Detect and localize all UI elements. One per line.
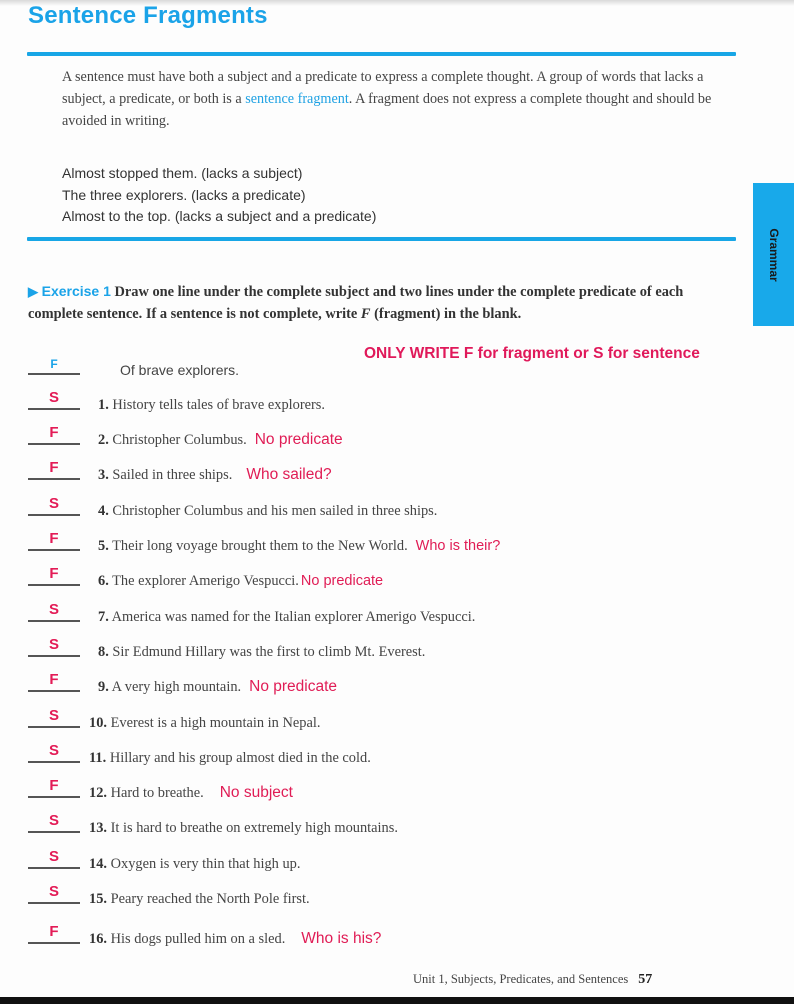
answer-blank-line — [28, 831, 80, 833]
answer-blank-value[interactable]: S — [48, 812, 59, 829]
exercise-row — [0, 698, 794, 731]
item-text: Of brave explorers. — [120, 362, 240, 378]
item-sentence — [89, 750, 371, 767]
answer-blank-value[interactable]: S — [48, 636, 59, 653]
handwritten-comment: Who sailed? — [246, 466, 332, 483]
answer-blank-line — [28, 655, 80, 657]
item-sentence — [98, 397, 325, 414]
answer-blank-value[interactable]: F — [49, 777, 59, 794]
answer-blank-value[interactable]: S — [48, 848, 59, 865]
item-sentence — [98, 573, 383, 590]
triangle-marker-icon: ▶ — [28, 284, 38, 299]
item-number: 10. — [89, 715, 107, 731]
instructions-end: (fragment) in the blank. — [374, 305, 522, 322]
answer-blank-value[interactable]: S — [48, 495, 59, 512]
example-line: Almost stopped them. (lacks a subject) — [62, 165, 303, 181]
answer-blank-line — [28, 620, 80, 622]
exercise-row — [0, 914, 794, 947]
item-sentence — [98, 644, 425, 661]
answer-blank-value[interactable]: F — [49, 565, 59, 582]
item-text: Everest is a high mountain in Nepal. — [110, 715, 321, 731]
item-text: America was named for the Italian explorer Amerigo Vespucci. — [111, 609, 476, 625]
exercise-row — [0, 874, 794, 907]
top-divider — [27, 52, 736, 56]
grammar-side-tab — [753, 183, 794, 326]
item-number: 15. — [89, 891, 107, 907]
answer-blank-line — [28, 408, 80, 410]
item-sentence — [98, 678, 337, 696]
instructions-text: Draw one line under the complete subject and two lines under the complete predicate of each complete sentence. If a sentence is not complete, write — [28, 284, 684, 322]
item-number: 9. — [98, 679, 109, 695]
item-number: 8. — [98, 644, 109, 660]
exercise-row — [0, 521, 794, 554]
handwritten-comment: No subject — [219, 784, 293, 801]
item-number: 2. — [98, 432, 109, 448]
answer-blank-value[interactable]: F — [50, 357, 58, 371]
item-text: Sir Edmund Hillary was the first to climb Mt. Everest. — [112, 644, 426, 660]
answer-blank-value[interactable]: F — [49, 424, 59, 441]
answer-blank-line — [28, 726, 80, 728]
footer-unit-title: Unit 1, Subjects, Predicates, and Sentences — [413, 972, 629, 986]
item-number: 3. — [98, 467, 109, 483]
bottom-bar — [0, 997, 794, 1004]
item-text: Hillary and his group almost died in the cold. — [109, 750, 371, 766]
example-line: Almost to the top. (lacks a subject and a predicate) — [62, 208, 377, 224]
example-line: The three explorers. (lacks a predicate) — [62, 186, 306, 203]
answer-blank-line — [28, 373, 80, 375]
item-text: Sailed in three ships. — [112, 467, 233, 483]
answer-blank-value[interactable]: F — [49, 671, 59, 688]
item-text: Christopher Columbus. — [112, 432, 247, 448]
exercise-row — [0, 592, 794, 625]
exercise-row — [0, 627, 794, 660]
exercise-row — [0, 486, 794, 519]
item-number: 13. — [89, 820, 107, 836]
intro-text: A sentence must have both a subject and a predicate to express a complete thought. A group of words that lacks a subject, a predicate, or both is a — [62, 69, 704, 107]
item-sentence — [89, 930, 381, 948]
answer-blank-value[interactable]: F — [49, 530, 59, 547]
answer-blank-line — [28, 867, 80, 869]
answer-blank-line — [28, 443, 80, 445]
answer-blank-line — [28, 549, 80, 551]
answer-blank-value[interactable]: F — [49, 923, 59, 940]
item-number: 7. — [98, 609, 109, 625]
exercise-row — [0, 380, 794, 413]
answer-blank-value[interactable]: S — [48, 707, 59, 724]
item-text: Oxygen is very thin that high up. — [110, 856, 301, 872]
exercise-row — [0, 662, 794, 695]
exercise-row — [0, 803, 794, 836]
exercise-row — [0, 768, 794, 801]
exercise-row — [0, 839, 794, 872]
answer-blank-line — [28, 761, 80, 763]
item-number: 4. — [98, 503, 109, 519]
item-sentence — [89, 715, 320, 732]
intro-text-end: . A fragment does not express a complete thought and should be avoided in writing. — [62, 91, 712, 129]
item-text: The explorer Amerigo Vespucci. — [112, 573, 299, 589]
item-number: 11. — [89, 750, 107, 766]
answer-blank-value[interactable]: S — [48, 601, 59, 618]
examples-list — [62, 163, 376, 228]
item-number: 1. — [98, 397, 109, 413]
exercise-row — [0, 415, 794, 448]
item-text: A very high mountain. — [111, 679, 242, 695]
answer-blank-line — [28, 902, 80, 904]
exercise-label: Exercise 1 — [41, 283, 111, 299]
item-text: His dogs pulled him on a sled. — [110, 931, 286, 947]
answer-blank-line — [28, 796, 80, 798]
handwritten-comment: Who is their? — [415, 538, 501, 554]
answer-blank-line — [28, 514, 80, 516]
handwritten-comment: No predicate — [300, 573, 384, 589]
keyword-sentence-fragment: sentence fragment — [245, 91, 349, 107]
item-text: Their long voyage brought them to the New World. — [112, 538, 408, 554]
item-text: It is hard to breathe on extremely high mountains. — [110, 820, 398, 836]
answer-blank-line — [28, 584, 80, 586]
answer-blank-line — [28, 690, 80, 692]
item-sentence — [89, 784, 293, 802]
item-sentence — [98, 609, 475, 626]
item-number: 6. — [98, 573, 109, 589]
item-text: Peary reached the North Pole first. — [110, 891, 310, 907]
handwritten-comment: No predicate — [249, 678, 338, 695]
page-number: 57 — [638, 972, 653, 987]
answer-blank-line — [28, 942, 80, 944]
item-text: Christopher Columbus and his men sailed in three ships. — [112, 503, 438, 519]
item-sentence — [98, 503, 437, 520]
exercise-instructions — [28, 281, 738, 325]
intro-paragraph — [62, 66, 712, 132]
side-tab-label: Grammar — [766, 227, 781, 282]
exercise-row — [0, 556, 794, 589]
page-footer — [413, 972, 652, 988]
handwritten-comment: No predicate — [254, 431, 343, 448]
example-row — [0, 345, 794, 378]
item-number: 14. — [89, 856, 107, 872]
instructions-f: F — [360, 305, 371, 322]
handwritten-comment: Who is his? — [301, 930, 382, 947]
item-text: History tells tales of brave explorers. — [112, 397, 326, 413]
answer-blank-line — [28, 478, 80, 480]
answer-blank-value[interactable]: S — [48, 742, 59, 759]
item-sentence — [98, 431, 343, 449]
page-title: Sentence Fragments — [28, 2, 268, 29]
item-text: Hard to breathe. — [110, 785, 204, 801]
item-number: 5. — [98, 538, 109, 554]
answer-blank-value[interactable]: S — [48, 883, 59, 900]
answer-blank-value[interactable]: S — [48, 389, 59, 406]
item-sentence — [89, 820, 398, 837]
answer-blank-value[interactable]: F — [49, 459, 59, 476]
bottom-divider — [27, 237, 736, 241]
handwritten-note: ONLY WRITE F for fragment or S for sentence — [364, 345, 700, 362]
item-number: 16. — [89, 931, 107, 947]
exercise-row — [0, 733, 794, 766]
item-sentence — [98, 538, 500, 555]
item-sentence — [89, 891, 310, 908]
exercise-row — [0, 450, 794, 483]
item-number: 12. — [89, 785, 107, 801]
item-sentence — [89, 856, 300, 873]
item-sentence — [98, 466, 332, 484]
